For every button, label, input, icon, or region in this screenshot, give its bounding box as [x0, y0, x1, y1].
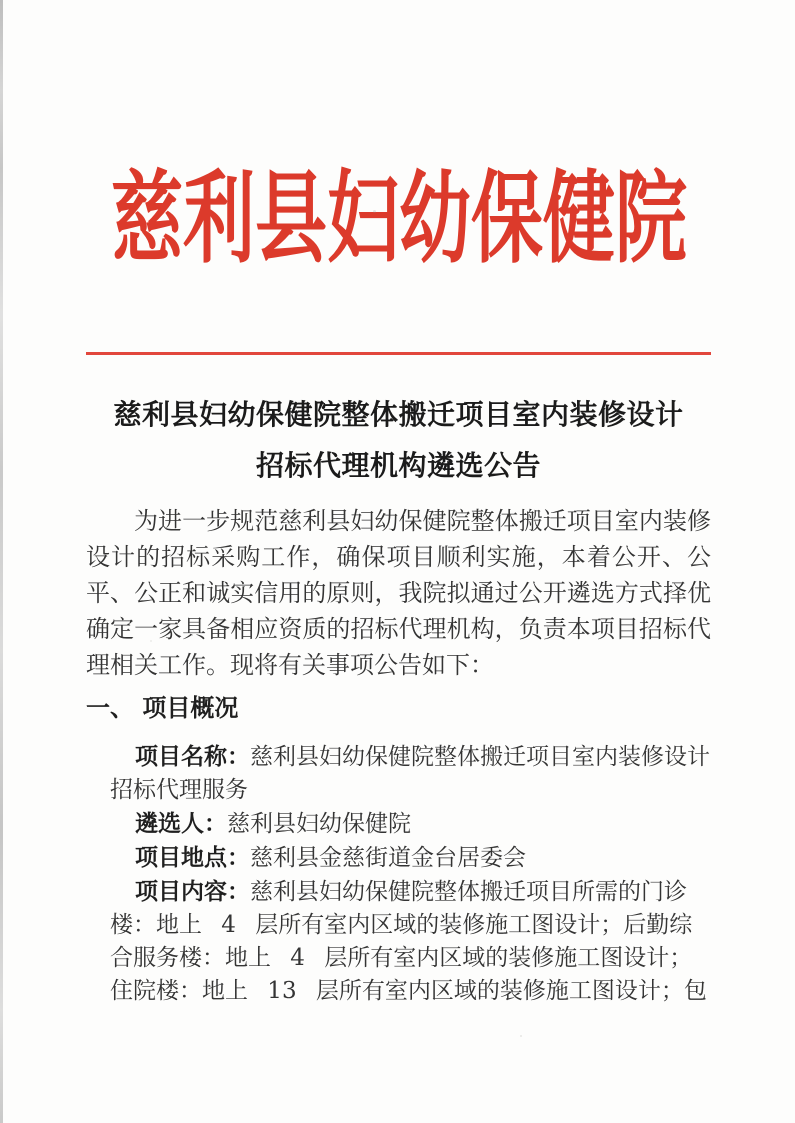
scan-dust-speck	[520, 1035, 522, 1037]
project-overview-items	[110, 740, 711, 1008]
announcement-title	[86, 389, 711, 491]
item-project-content-label: 项目内容：	[135, 878, 250, 905]
scan-dust-speck	[373, 210, 376, 213]
announcement-title-line-1: 慈利县妇幼保健院整体搬迁项目室内装修设计	[113, 398, 684, 431]
intro-paragraph: 为进一步规范慈利县妇幼保健院整体搬迁项目室内装修设计的招标采购工作，确保项目顺利实施，本着公开、公平、公正和诚实信用的原则，我院拟通过公开遴选方式择优确定一家具备相应资质的招标代理机构，负责本项目招标代理相关工作。现将有关事项公告如下：	[86, 507, 711, 679]
section-heading-project-overview: 一、 项目概况	[86, 693, 239, 722]
announcement-title-line-2: 招标代理机构遴选公告	[255, 449, 541, 482]
item-selecting-party-label: 遴选人：	[135, 810, 227, 837]
red-divider-line	[86, 352, 711, 355]
letterhead-title: 慈利县妇幼保健院	[110, 159, 687, 277]
scan-left-edge-artifact	[0, 0, 3, 1123]
item-selecting-party	[110, 807, 711, 841]
letterhead	[86, 158, 711, 278]
item-selecting-party-value: 慈利县妇幼保健院	[227, 811, 411, 837]
item-project-name-value: 慈利县妇幼保健院整体搬迁项目室内装修设计招标代理服务	[110, 744, 710, 803]
item-project-name-label: 项目名称：	[135, 743, 250, 770]
item-project-name	[110, 740, 711, 807]
item-project-content	[110, 875, 711, 1008]
scan-dust-speck	[150, 640, 152, 642]
document-content	[0, 158, 795, 1008]
item-project-content-value: 慈利县妇幼保健院整体搬迁项目所需的门诊楼：地上 4 层所有室内区域的装修施工图设计；后勤综合服务楼：地上 4 层所有室内区域的装修施工图设计；住院楼：地上 13 层所有室内区域的装修施工图设计；包	[110, 879, 707, 1004]
item-project-location-value: 慈利县金慈街道金台居委会	[250, 845, 526, 871]
item-project-location-label: 项目地点：	[135, 844, 250, 871]
item-project-location	[110, 841, 711, 875]
